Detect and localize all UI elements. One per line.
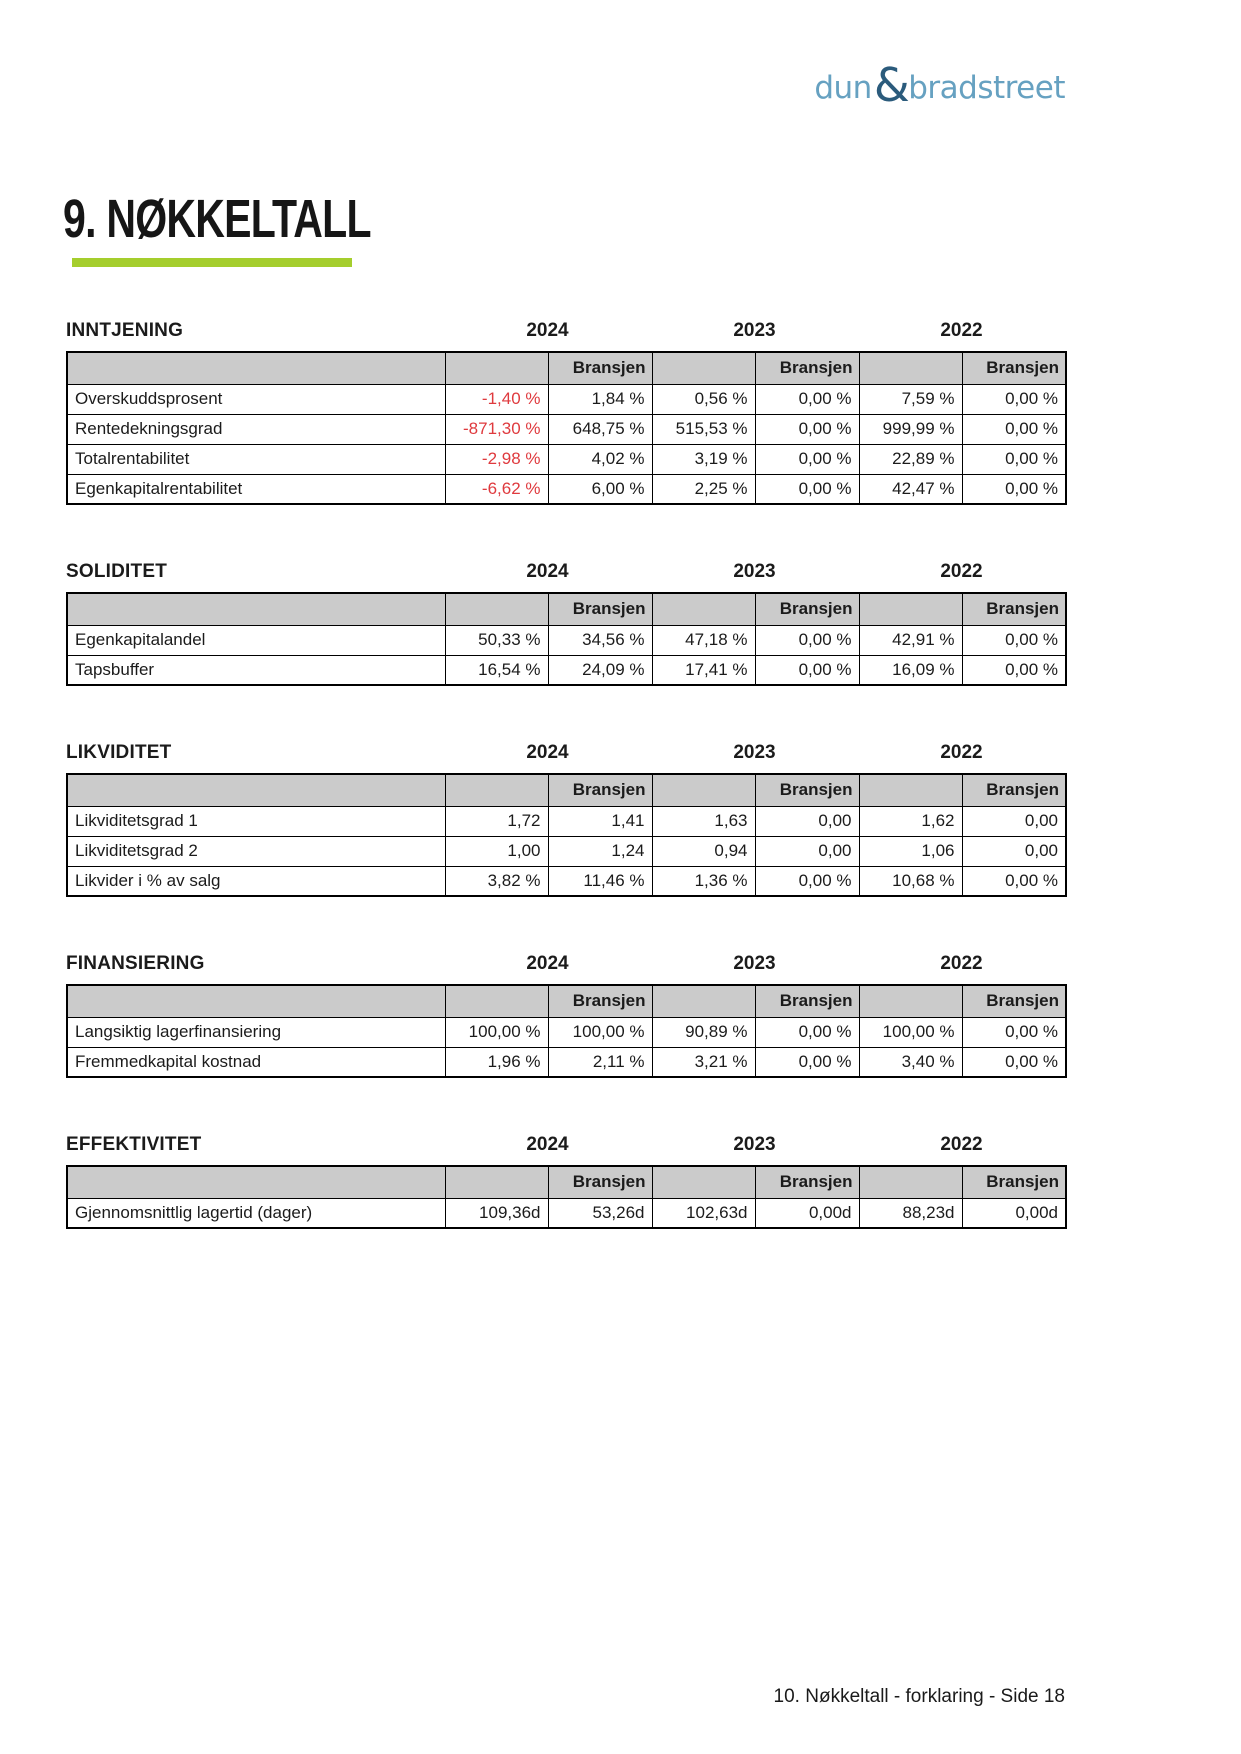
value-cell: 34,56 % (548, 625, 652, 655)
table-row (67, 655, 1066, 685)
header-cell-empty (652, 985, 755, 1017)
header-cell-empty (445, 1166, 548, 1198)
table-row (67, 866, 1066, 896)
year-header: 2024 (526, 320, 569, 341)
table-row (67, 1198, 1066, 1228)
value-cell: 0,00 % (755, 444, 859, 474)
section-inntjening (66, 320, 1065, 505)
header-cell-empty (445, 593, 548, 625)
header-cell-empty (67, 774, 445, 806)
year-header: 2023 (733, 320, 776, 341)
header-cell-bransjen: Bransjen (548, 352, 652, 384)
value-cell: 1,96 % (445, 1047, 548, 1077)
value-cell: -1,40 % (445, 384, 548, 414)
value-cell: 0,00 % (962, 655, 1066, 685)
section-likviditet (66, 742, 1065, 897)
value-cell: 3,82 % (445, 866, 548, 896)
table-row (67, 444, 1066, 474)
header-cell-empty (67, 352, 445, 384)
header-cell-empty (859, 352, 962, 384)
value-cell: 4,02 % (548, 444, 652, 474)
value-cell: 0,00d (962, 1198, 1066, 1228)
value-cell: 0,00 (962, 806, 1066, 836)
value-cell: 0,00 % (755, 625, 859, 655)
value-cell: 0,00 % (962, 1047, 1066, 1077)
value-cell: 515,53 % (652, 414, 755, 444)
header-cell-empty (652, 593, 755, 625)
value-cell: 17,41 % (652, 655, 755, 685)
year-header: 2023 (733, 1134, 776, 1155)
value-cell: 0,00 % (962, 384, 1066, 414)
value-cell: 0,00 % (755, 1047, 859, 1077)
value-cell: 1,36 % (652, 866, 755, 896)
value-cell: 0,00 % (755, 384, 859, 414)
value-cell: 1,84 % (548, 384, 652, 414)
year-header: 2022 (940, 561, 983, 582)
section-title: INNTJENING (66, 320, 184, 341)
title-accent-bar (72, 258, 352, 267)
header-cell-empty (445, 774, 548, 806)
value-cell: 7,59 % (859, 384, 962, 414)
year-header: 2024 (526, 953, 569, 974)
section-soliditet (66, 561, 1065, 686)
header-cell-empty (859, 593, 962, 625)
logo-word-bradstreet: bradstreet (908, 70, 1065, 106)
year-header: 2024 (526, 742, 569, 763)
header-cell-bransjen: Bransjen (548, 774, 652, 806)
row-label: Tapsbuffer (67, 655, 445, 685)
value-cell: 648,75 % (548, 414, 652, 444)
value-cell: 0,00 % (962, 866, 1066, 896)
header-cell-empty (652, 1166, 755, 1198)
header-cell-empty (859, 1166, 962, 1198)
value-cell: 0,00 % (755, 866, 859, 896)
value-cell: 50,33 % (445, 625, 548, 655)
value-cell: 24,09 % (548, 655, 652, 685)
table-row (67, 625, 1066, 655)
effektivitet-table (66, 1165, 1067, 1229)
section-title: FINANSIERING (66, 953, 205, 974)
header-cell-empty (652, 352, 755, 384)
header-cell-bransjen: Bransjen (962, 774, 1066, 806)
value-cell: 102,63d (652, 1198, 755, 1228)
row-label: Likvider i % av salg (67, 866, 445, 896)
value-cell: 88,23d (859, 1198, 962, 1228)
value-cell: 0,00 % (962, 474, 1066, 504)
year-header: 2023 (733, 742, 776, 763)
header-cell-bransjen: Bransjen (548, 1166, 652, 1198)
value-cell: 1,41 (548, 806, 652, 836)
value-cell: 53,26d (548, 1198, 652, 1228)
header-cell-bransjen: Bransjen (962, 593, 1066, 625)
value-cell: 42,91 % (859, 625, 962, 655)
page-footer: 10. Nøkkeltall - forklaring - Side 18 (773, 1686, 1065, 1707)
value-cell: 11,46 % (548, 866, 652, 896)
header-cell-empty (859, 774, 962, 806)
table-row (67, 414, 1066, 444)
header-cell-bransjen: Bransjen (755, 593, 859, 625)
section-heading-row (66, 1134, 1065, 1156)
year-header: 2024 (526, 1134, 569, 1155)
value-cell: 0,00 % (755, 474, 859, 504)
year-header: 2022 (940, 953, 983, 974)
year-header: 2022 (940, 742, 983, 763)
logo-word-dun: dun (814, 70, 872, 106)
value-cell: 0,00 (755, 836, 859, 866)
likviditet-table (66, 773, 1067, 897)
value-cell: 6,00 % (548, 474, 652, 504)
table-row (67, 1047, 1066, 1077)
section-heading-row (66, 953, 1065, 975)
header-cell-bransjen: Bransjen (755, 774, 859, 806)
value-cell: 0,00 (755, 806, 859, 836)
year-header: 2024 (526, 561, 569, 582)
section-heading-row (66, 742, 1065, 764)
section-finansiering (66, 953, 1065, 1078)
value-cell: 90,89 % (652, 1017, 755, 1047)
row-label: Fremmedkapital kostnad (67, 1047, 445, 1077)
value-cell: 47,18 % (652, 625, 755, 655)
inntjening-table (66, 351, 1067, 505)
value-cell: 16,09 % (859, 655, 962, 685)
value-cell: 0,56 % (652, 384, 755, 414)
header-cell-bransjen: Bransjen (548, 593, 652, 625)
value-cell: 1,24 (548, 836, 652, 866)
section-title: EFFEKTIVITET (66, 1134, 202, 1155)
row-label: Likviditetsgrad 1 (67, 806, 445, 836)
value-cell: 1,72 (445, 806, 548, 836)
table-header-row (67, 593, 1066, 625)
value-cell: 2,25 % (652, 474, 755, 504)
value-cell: 1,06 (859, 836, 962, 866)
row-label: Gjennomsnittlig lagertid (dager) (67, 1198, 445, 1228)
section-heading-row (66, 320, 1065, 342)
value-cell: -871,30 % (445, 414, 548, 444)
value-cell: 3,21 % (652, 1047, 755, 1077)
table-header-row (67, 774, 1066, 806)
value-cell: 16,54 % (445, 655, 548, 685)
value-cell: 0,00 (962, 836, 1066, 866)
header-cell-bransjen: Bransjen (962, 985, 1066, 1017)
section-effektivitet (66, 1134, 1065, 1229)
header-cell-bransjen: Bransjen (755, 985, 859, 1017)
value-cell: 0,00d (755, 1198, 859, 1228)
value-cell: 3,40 % (859, 1047, 962, 1077)
header-cell-empty (67, 985, 445, 1017)
section-title: LIKVIDITET (66, 742, 172, 763)
header-cell-empty (67, 593, 445, 625)
value-cell: 0,00 % (962, 414, 1066, 444)
row-label: Egenkapitalandel (67, 625, 445, 655)
value-cell: 22,89 % (859, 444, 962, 474)
section-title: SOLIDITET (66, 561, 168, 582)
value-cell: 100,00 % (548, 1017, 652, 1047)
table-row (67, 806, 1066, 836)
header-cell-empty (652, 774, 755, 806)
table-row (67, 1017, 1066, 1047)
header-cell-empty (445, 352, 548, 384)
table-header-row (67, 1166, 1066, 1198)
page-title: 9. NØKKELTALL (63, 189, 371, 249)
table-row (67, 474, 1066, 504)
value-cell: 1,00 (445, 836, 548, 866)
table-header-row (67, 352, 1066, 384)
section-heading-row (66, 561, 1065, 583)
value-cell: 3,19 % (652, 444, 755, 474)
year-header: 2022 (940, 1134, 983, 1155)
row-label: Overskuddsprosent (67, 384, 445, 414)
value-cell: 100,00 % (859, 1017, 962, 1047)
value-cell: 0,00 % (755, 1017, 859, 1047)
header-cell-empty (445, 985, 548, 1017)
value-cell: 0,00 % (962, 444, 1066, 474)
table-row (67, 836, 1066, 866)
header-cell-bransjen: Bransjen (962, 352, 1066, 384)
value-cell: 100,00 % (445, 1017, 548, 1047)
row-label: Langsiktig lagerfinansiering (67, 1017, 445, 1047)
finansiering-table (66, 984, 1067, 1078)
value-cell: 0,00 % (755, 655, 859, 685)
year-header: 2023 (733, 953, 776, 974)
value-cell: 42,47 % (859, 474, 962, 504)
header-cell-bransjen: Bransjen (755, 352, 859, 384)
header-cell-bransjen: Bransjen (548, 985, 652, 1017)
value-cell: 0,00 % (962, 625, 1066, 655)
value-cell: -6,62 % (445, 474, 548, 504)
value-cell: 0,94 (652, 836, 755, 866)
value-cell: 2,11 % (548, 1047, 652, 1077)
value-cell: 0,00 % (962, 1017, 1066, 1047)
value-cell: 1,63 (652, 806, 755, 836)
row-label: Rentedekningsgrad (67, 414, 445, 444)
value-cell: 999,99 % (859, 414, 962, 444)
value-cell: 10,68 % (859, 866, 962, 896)
key-figures-content (66, 320, 1065, 1285)
table-row (67, 384, 1066, 414)
row-label: Egenkapitalrentabilitet (67, 474, 445, 504)
header-cell-empty (859, 985, 962, 1017)
year-header: 2023 (733, 561, 776, 582)
value-cell: 109,36d (445, 1198, 548, 1228)
soliditet-table (66, 592, 1067, 686)
value-cell: 0,00 % (755, 414, 859, 444)
header-cell-empty (67, 1166, 445, 1198)
value-cell: -2,98 % (445, 444, 548, 474)
header-cell-bransjen: Bransjen (755, 1166, 859, 1198)
table-header-row (67, 985, 1066, 1017)
value-cell: 1,62 (859, 806, 962, 836)
row-label: Totalrentabilitet (67, 444, 445, 474)
dun-bradstreet-logo: dun & bradstreet (814, 58, 1065, 112)
row-label: Likviditetsgrad 2 (67, 836, 445, 866)
year-header: 2022 (940, 320, 983, 341)
header-cell-bransjen: Bransjen (962, 1166, 1066, 1198)
